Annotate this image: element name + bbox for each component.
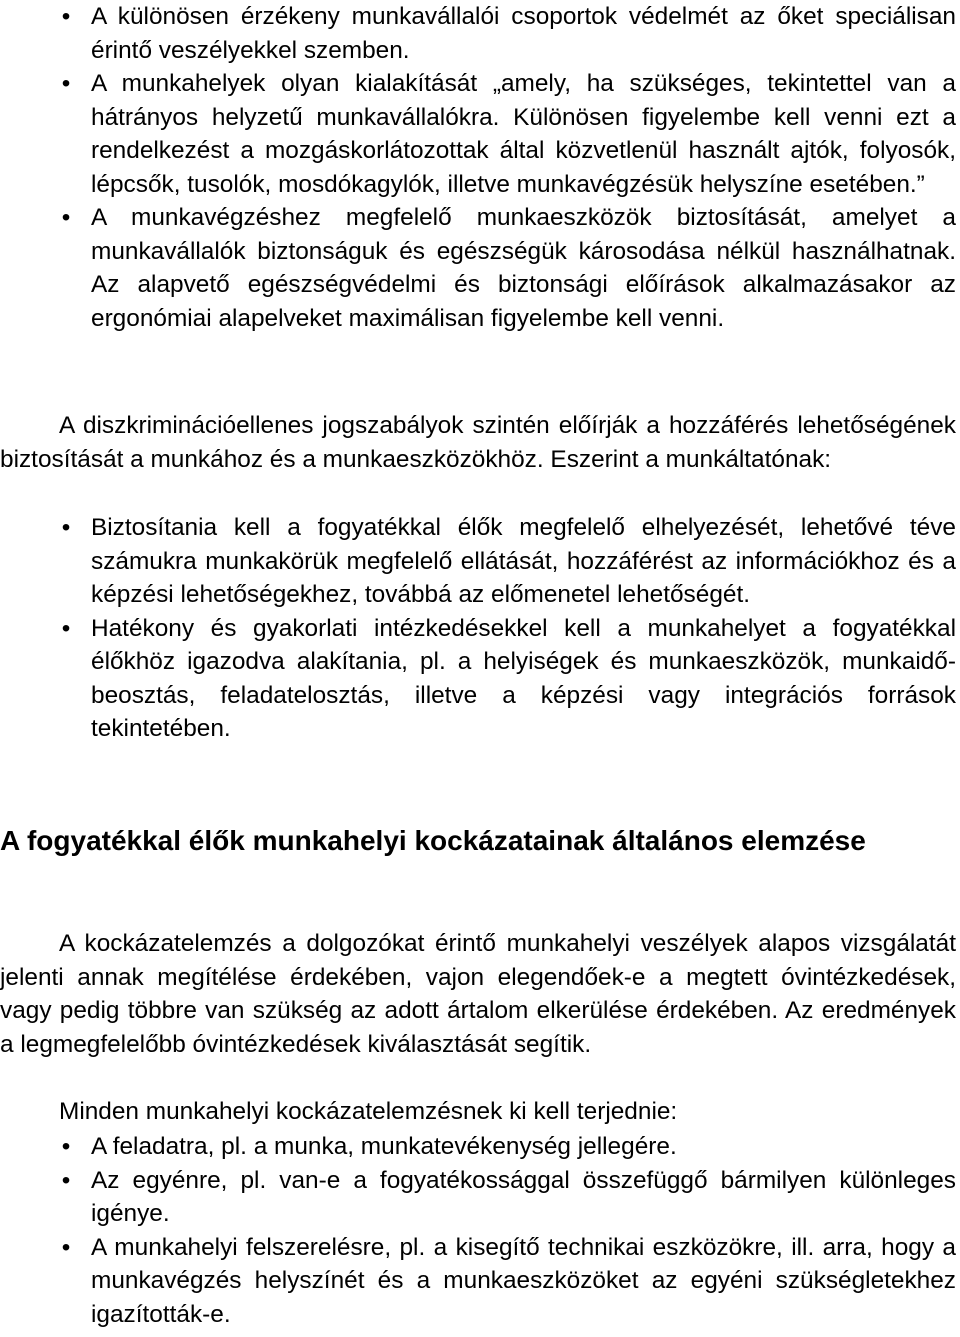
list-item [0,511,956,612]
list-item-text: Hatékony és gyakorlati intézkedésekkel kell a munkahelyet a fogyatékkal élőkhöz igazodva alakítania, pl. a helyiségek és munkaeszközök, munkaidő-beosztás, feladatelosztás, illetve a képzési vagy integrációs források tekintetében. [91,614,956,742]
list-item-text: Az egyénre, pl. van-e a fogyatékossággal összefüggő bármilyen különleges igénye. [91,1166,956,1227]
list-item [0,1164,956,1231]
bullet-icon: • [61,1166,71,1194]
list-item [0,67,956,201]
list-item-text: A feladatra, pl. a munka, munkatevékenység jellegére. [91,1133,677,1160]
bullet-icon: • [61,204,71,231]
paragraph: A diszkriminációellenes jogszabályok szintén előírják a hozzáférés lehetőségének biztosítását a munkához és a munkaeszközökhöz. Eszerint a munkáltatónak: [0,412,956,473]
paragraph: Minden munkahelyi kockázatelemzésnek ki kell terjednie: [59,1098,678,1125]
bullet-icon: • [61,614,71,642]
bullet-icon: • [61,1233,71,1261]
bullet-icon: • [61,1133,71,1160]
list-item [0,612,956,746]
list-item-text: A munkavégzéshez megfelelő munkaeszközök biztosítását, amelyet a munkavállalók biztonságuk és egészségük károsodása nélkül használhatnak. Az alapvető egészségvédelmi és biztonsági előírások alkalmazásakor az ergonómiai alapelveket maximálisan figyelembe kell venni. [91,204,956,332]
bullet-list-3 [0,1130,956,1331]
bullet-icon: • [61,514,71,541]
list-item [0,201,956,335]
bullet-list-1 [0,0,956,335]
bullet-icon: • [61,3,71,30]
list-item [0,1130,956,1164]
section-heading: A fogyatékkal élők munkahelyi kockázatainak általános elemzése [0,825,866,856]
list-item-text: A munkahelyi felszerelésre, pl. a kisegítő technikai eszközökre, ill. arra, hogy a munkavégzés helyszínét és a munkaeszközöket az egyéni szükségletekhez igazították-e. [91,1233,956,1328]
list-item-text: A különösen érzékeny munkavállalói csoportok védelmét az őket speciálisan érintő veszélyekkel szemben. [91,3,956,64]
bullet-icon: • [61,70,71,97]
list-item-text: A munkahelyek olyan kialakítását „amely, ha szükséges, tekintettel van a hátrányos helyzetű munkavállalókra. Különösen figyelembe kell venni ezt a rendelkezést a mozgáskorlátozottak által közvetlenül használt ajtók, folyosók, lépcsők, tusolók, mosdókagylók, illetve munkavégzésük helyszíne esetében.” [91,70,956,198]
list-item-text: Biztosítania kell a fogyatékkal élők megfelelő elhelyezését, lehetővé téve számukra munkakörük megfelelő ellátását, hozzáférést az információkhoz és a képzési lehetőségekhez, továbbá az előmenetel lehetőségét. [91,514,956,608]
list-item [0,1231,956,1332]
bullet-list-2 [0,511,956,746]
list-item [0,0,956,67]
paragraph: A kockázatelemzés a dolgozókat érintő munkahelyi veszélyek alapos vizsgálatát jelenti annak megítélése érdekében, vajon elegendőek-e a megtett óvintézkedések, vagy pedig többre van szükség az adott ártalom elkerülése érdekében. Az eredmények a legmegfelelőbb óvintézkedések kiválasztását segítik. [0,930,956,1058]
